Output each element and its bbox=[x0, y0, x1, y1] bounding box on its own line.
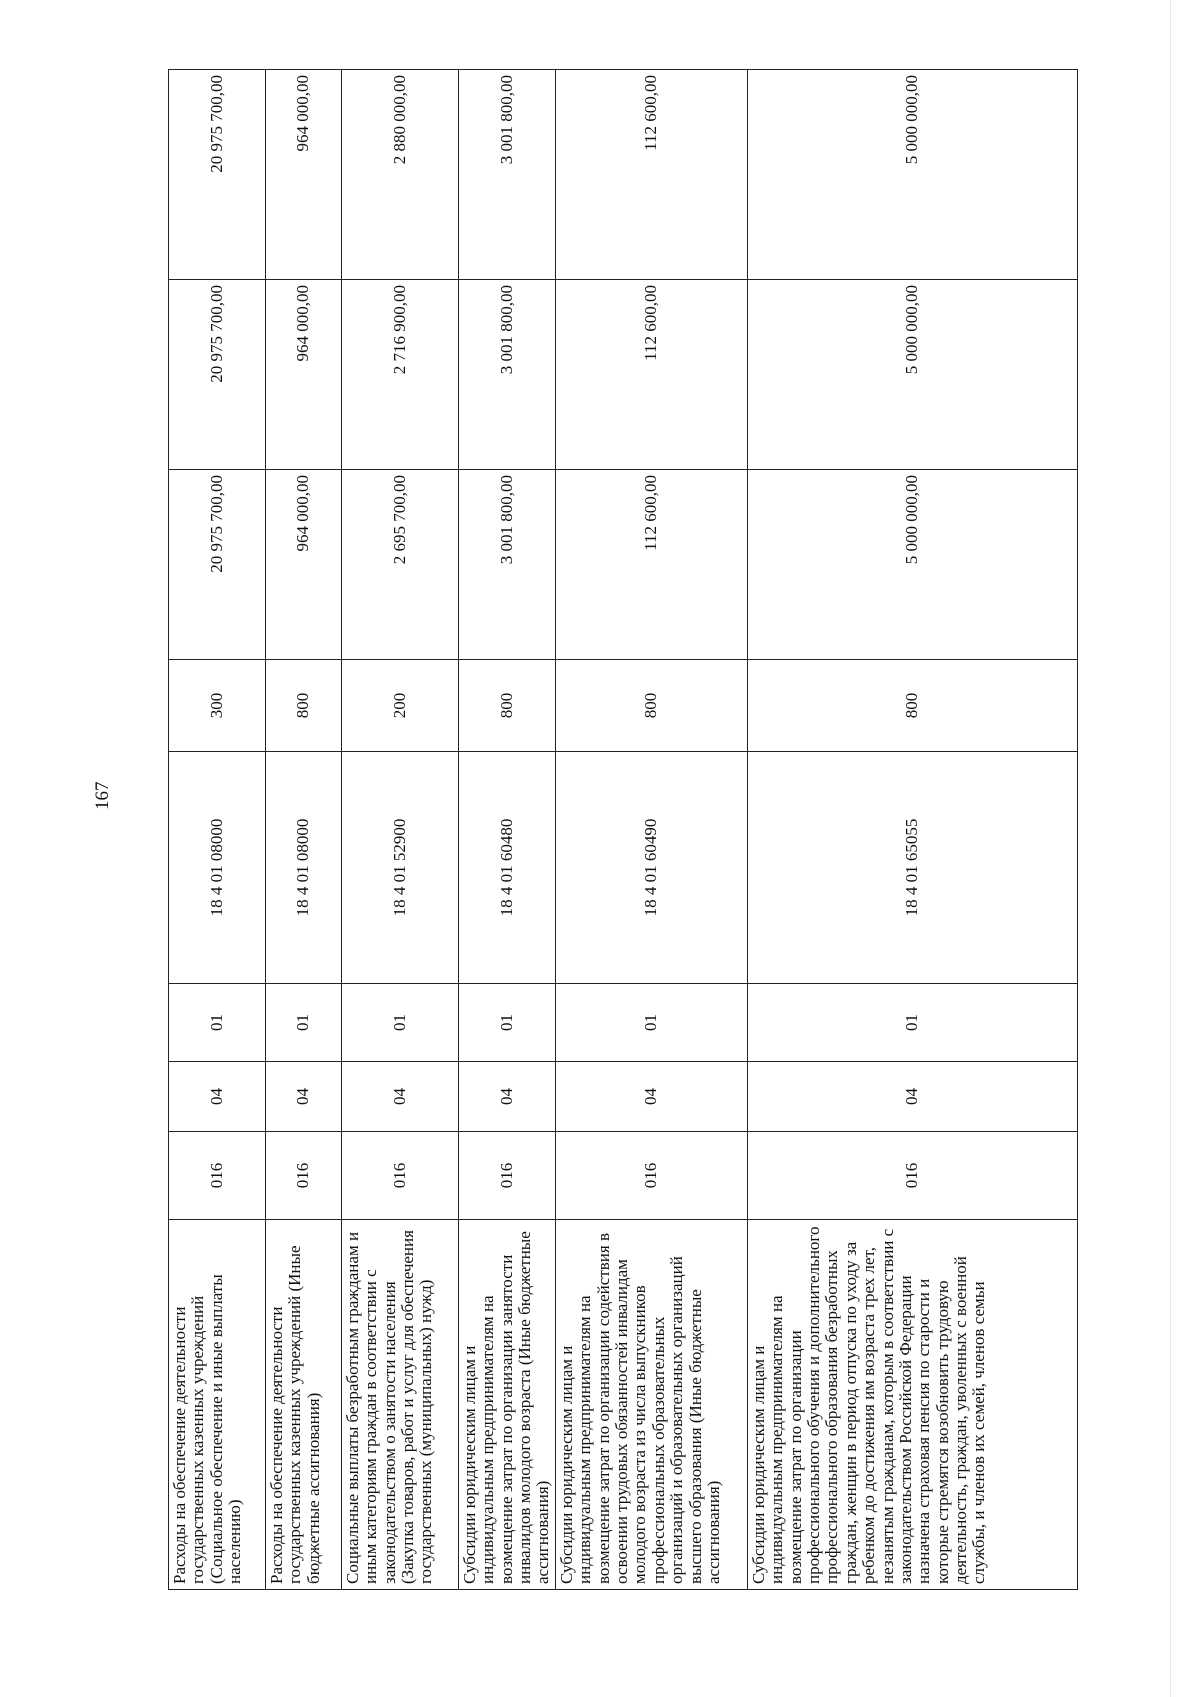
amount-year-1: 20 975 700,00 bbox=[169, 470, 266, 660]
section-code: 04 bbox=[266, 1062, 342, 1132]
target-article-code: 18 4 01 60490 bbox=[556, 752, 748, 984]
target-article-code: 18 4 01 08000 bbox=[169, 752, 266, 984]
rotated-page bbox=[92, 70, 1088, 1590]
table-row bbox=[459, 70, 556, 1590]
amount-year-2: 112 600,00 bbox=[556, 280, 748, 470]
expense-name: Субсидии юридическим лицам и индивидуальным предпринимателям на возмещение затрат по организации содействия в освоении трудовых обязанностей инвалидам молодого возраста из числа выпускников профессиональных образовательных организаций и образовательных организаций высшего образования (Иные бюджетные ассигнования) bbox=[556, 1220, 748, 1590]
amount-year-3: 112 600,00 bbox=[556, 70, 748, 280]
expense-name: Субсидии юридическим лицам и индивидуальным предпринимателям на возмещение затрат по организации занятости инвалидов молодого возраста (Иные бюджетные ассигнования) bbox=[459, 1220, 556, 1590]
amount-year-2: 3 001 800,00 bbox=[459, 280, 556, 470]
section-code: 04 bbox=[556, 1062, 748, 1132]
amount-year-1: 5 000 000,00 bbox=[748, 470, 1078, 660]
target-article-code: 18 4 01 65055 bbox=[748, 752, 1078, 984]
section-code: 04 bbox=[748, 1062, 1078, 1132]
scan-edge bbox=[1170, 0, 1171, 1697]
section-code: 04 bbox=[169, 1062, 266, 1132]
subsection-code: 01 bbox=[342, 984, 459, 1062]
expense-type-code: 800 bbox=[748, 660, 1078, 752]
amount-year-1: 112 600,00 bbox=[556, 470, 748, 660]
subsection-code: 01 bbox=[169, 984, 266, 1062]
target-article-code: 18 4 01 08000 bbox=[266, 752, 342, 984]
amount-year-2: 964 000,00 bbox=[266, 280, 342, 470]
expense-type-code: 200 bbox=[342, 660, 459, 752]
amount-year-2: 5 000 000,00 bbox=[748, 280, 1078, 470]
budget-table bbox=[168, 69, 1078, 1590]
subsection-code: 01 bbox=[459, 984, 556, 1062]
ministry-code: 016 bbox=[748, 1132, 1078, 1220]
ministry-code: 016 bbox=[342, 1132, 459, 1220]
table-row bbox=[266, 70, 342, 1590]
section-code: 04 bbox=[342, 1062, 459, 1132]
ministry-code: 016 bbox=[169, 1132, 266, 1220]
subsection-code: 01 bbox=[266, 984, 342, 1062]
expense-name: Расходы на обеспечение деятельности государственных казенных учреждений (Социальное обеспечение и иные выплаты населению) bbox=[169, 1220, 266, 1590]
amount-year-3: 5 000 000,00 bbox=[748, 70, 1078, 280]
ministry-code: 016 bbox=[266, 1132, 342, 1220]
table-row bbox=[748, 70, 1078, 1590]
amount-year-3: 964 000,00 bbox=[266, 70, 342, 280]
subsection-code: 01 bbox=[556, 984, 748, 1062]
subsection-code: 01 bbox=[748, 984, 1078, 1062]
amount-year-2: 20 975 700,00 bbox=[169, 280, 266, 470]
expense-type-code: 800 bbox=[266, 660, 342, 752]
expense-name: Расходы на обеспечение деятельности государственных казенных учреждений (Иные бюджетные ассигнования) bbox=[266, 1220, 342, 1590]
amount-year-1: 964 000,00 bbox=[266, 470, 342, 660]
expense-type-code: 300 bbox=[169, 660, 266, 752]
table-row bbox=[342, 70, 459, 1590]
expense-type-code: 800 bbox=[556, 660, 748, 752]
expense-name: Субсидии юридическим лицам и индивидуальным предпринимателям на возмещение затрат по организации профессионального обучения и дополнительного профессионального образования безработных граждан, женщин в период отпуска по уходу за ребенком до достижения им возраста трех лет, незанятым гражданам, которым в соответствии с законодательством Российской Федерации назначена страховая пенсия по старости и которые стремятся возобновить трудовую деятельность, граждан, уволенных с военной службы, и членов их семей, членов семьи bbox=[748, 1220, 1078, 1590]
amount-year-3: 20 975 700,00 bbox=[169, 70, 266, 280]
expense-name: Социальные выплаты безработным гражданам и иным категориям граждан в соответствии с законодательством о занятости населения (Закупка товаров, работ и услуг для обеспечения государственных (муниципальных) нужд) bbox=[342, 1220, 459, 1590]
target-article-code: 18 4 01 52900 bbox=[342, 752, 459, 984]
table-row bbox=[556, 70, 748, 1590]
ministry-code: 016 bbox=[459, 1132, 556, 1220]
amount-year-1: 2 695 700,00 bbox=[342, 470, 459, 660]
amount-year-3: 3 001 800,00 bbox=[459, 70, 556, 280]
ministry-code: 016 bbox=[556, 1132, 748, 1220]
amount-year-2: 2 716 900,00 bbox=[342, 280, 459, 470]
section-code: 04 bbox=[459, 1062, 556, 1132]
page-number: 167 bbox=[92, 781, 113, 810]
amount-year-1: 3 001 800,00 bbox=[459, 470, 556, 660]
amount-year-3: 2 880 000,00 bbox=[342, 70, 459, 280]
target-article-code: 18 4 01 60480 bbox=[459, 752, 556, 984]
table-row bbox=[169, 70, 266, 1590]
expense-type-code: 800 bbox=[459, 660, 556, 752]
